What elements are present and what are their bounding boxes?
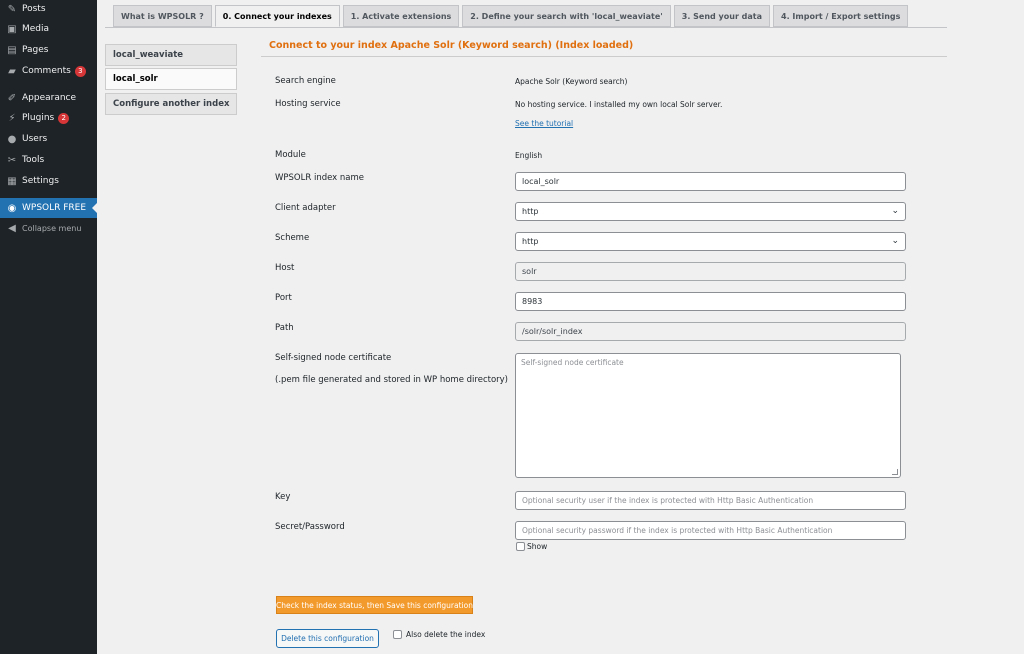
- paintbrush-icon: ✐: [7, 92, 17, 104]
- hosting-service-value: No hosting service. I installed my own local Solr server.: [515, 100, 723, 109]
- key-input[interactable]: Optional security user if the index is protected with Http Basic Authentication: [515, 491, 906, 510]
- index-name-input[interactable]: local_solr: [515, 172, 906, 191]
- sidebar-item-users[interactable]: ● Users: [7, 133, 48, 145]
- client-adapter-select[interactable]: [515, 202, 906, 221]
- sidebar-item-tools[interactable]: ✂ Tools: [7, 154, 45, 166]
- scheme-select[interactable]: [515, 232, 906, 251]
- sidebar-item-wpsolr[interactable]: ◉ WPSOLR FREE: [0, 198, 97, 218]
- plugin-icon: ⚡: [8, 112, 16, 124]
- certificate-placeholder: Self-signed node certificate: [521, 358, 624, 367]
- module-label: Module: [275, 150, 306, 160]
- port-input[interactable]: 8983: [515, 292, 906, 311]
- also-delete-index-checkbox[interactable]: [393, 630, 402, 639]
- index-item-local-weaviate[interactable]: local_weaviate: [105, 44, 237, 66]
- pushpin-icon: ✎: [7, 3, 17, 15]
- wrench-icon: ✂: [7, 154, 17, 166]
- scheme-label: Scheme: [275, 233, 310, 243]
- panel-title-divider: [261, 56, 947, 57]
- host-label: Host: [275, 263, 295, 273]
- show-password-checkbox[interactable]: [516, 542, 525, 551]
- settings-tabs: [113, 5, 908, 27]
- plugins-count-badge: 2: [58, 113, 69, 124]
- module-value: English: [515, 151, 543, 160]
- scheme-value: http: [522, 237, 539, 246]
- key-label: Key: [275, 492, 291, 502]
- path-label: Path: [275, 323, 294, 333]
- index-item-local-solr[interactable]: local_solr: [105, 68, 237, 90]
- comment-icon: ▰: [8, 65, 16, 77]
- panel-title: Connect to your index Apache Solr (Keyword search) (Index loaded): [269, 40, 634, 51]
- tab-import-export[interactable]: 4. Import / Export settings: [773, 5, 908, 27]
- host-input[interactable]: solr: [515, 262, 906, 281]
- chevron-down-icon: ⌄: [891, 206, 899, 216]
- certificate-textarea[interactable]: [515, 353, 901, 478]
- search-engine-value: Apache Solr (Keyword search): [515, 77, 628, 86]
- comments-count-badge: 3: [75, 66, 86, 77]
- collapse-icon: ◀: [8, 222, 16, 234]
- secret-label: Secret/Password: [275, 522, 345, 532]
- sidebar-item-plugins[interactable]: ⚡ Plugins 2: [0, 108, 97, 128]
- client-adapter-value: http: [522, 207, 539, 216]
- sidebar-item-settings[interactable]: ▦ Settings: [7, 175, 59, 187]
- hosting-service-label: Hosting service: [275, 99, 341, 109]
- tab-activate-extensions[interactable]: 1. Activate extensions: [343, 5, 460, 27]
- tab-define-search[interactable]: 2. Define your search with 'local_weaviate': [462, 5, 670, 27]
- sidebar-item-appearance[interactable]: ✐ Appearance: [7, 92, 77, 104]
- users-icon: ●: [7, 133, 17, 145]
- path-input[interactable]: /solr/solr_index: [515, 322, 906, 341]
- check-and-save-button[interactable]: Check the index status, then Save this configuration: [276, 596, 473, 614]
- show-password-label: Show: [527, 542, 548, 551]
- tab-send-data[interactable]: 3. Send your data: [674, 5, 770, 27]
- tab-connect-indexes[interactable]: 0. Connect your indexes: [215, 5, 340, 27]
- sidebar-item-posts[interactable]: ✎ Posts: [7, 3, 46, 15]
- media-icon: ▣: [7, 23, 17, 35]
- port-label: Port: [275, 293, 292, 303]
- secret-input[interactable]: Optional security password if the index is protected with Http Basic Authentication: [515, 521, 906, 540]
- tutorial-link[interactable]: See the tutorial: [515, 119, 574, 128]
- wpsolr-icon: ◉: [7, 202, 17, 214]
- pages-icon: ▤: [7, 44, 17, 56]
- collapse-menu-button[interactable]: ◀ Collapse menu: [0, 218, 97, 238]
- tabs-divider: [105, 27, 947, 28]
- sidebar-item-pages[interactable]: ▤ Pages: [7, 44, 49, 56]
- tab-what-is-wpsolr[interactable]: What is WPSOLR ?: [113, 5, 212, 27]
- also-delete-index-label: Also delete the index: [406, 630, 486, 639]
- admin-sidebar: [0, 0, 97, 654]
- sidebar-item-comments[interactable]: ▰ Comments 3: [0, 61, 97, 81]
- client-adapter-label: Client adapter: [275, 203, 336, 213]
- index-item-configure-another[interactable]: Configure another index: [105, 93, 237, 115]
- settings-icon: ▦: [7, 175, 17, 187]
- certificate-hint: (.pem file generated and stored in WP home directory): [275, 375, 508, 385]
- chevron-down-icon: ⌄: [891, 236, 899, 246]
- certificate-label: Self-signed node certificate: [275, 353, 392, 363]
- sidebar-item-media[interactable]: ▣ Media: [7, 23, 50, 35]
- delete-configuration-button[interactable]: Delete this configuration: [276, 629, 379, 648]
- index-name-label: WPSOLR index name: [275, 173, 365, 183]
- search-engine-label: Search engine: [275, 76, 336, 86]
- resize-handle-icon[interactable]: [892, 469, 898, 475]
